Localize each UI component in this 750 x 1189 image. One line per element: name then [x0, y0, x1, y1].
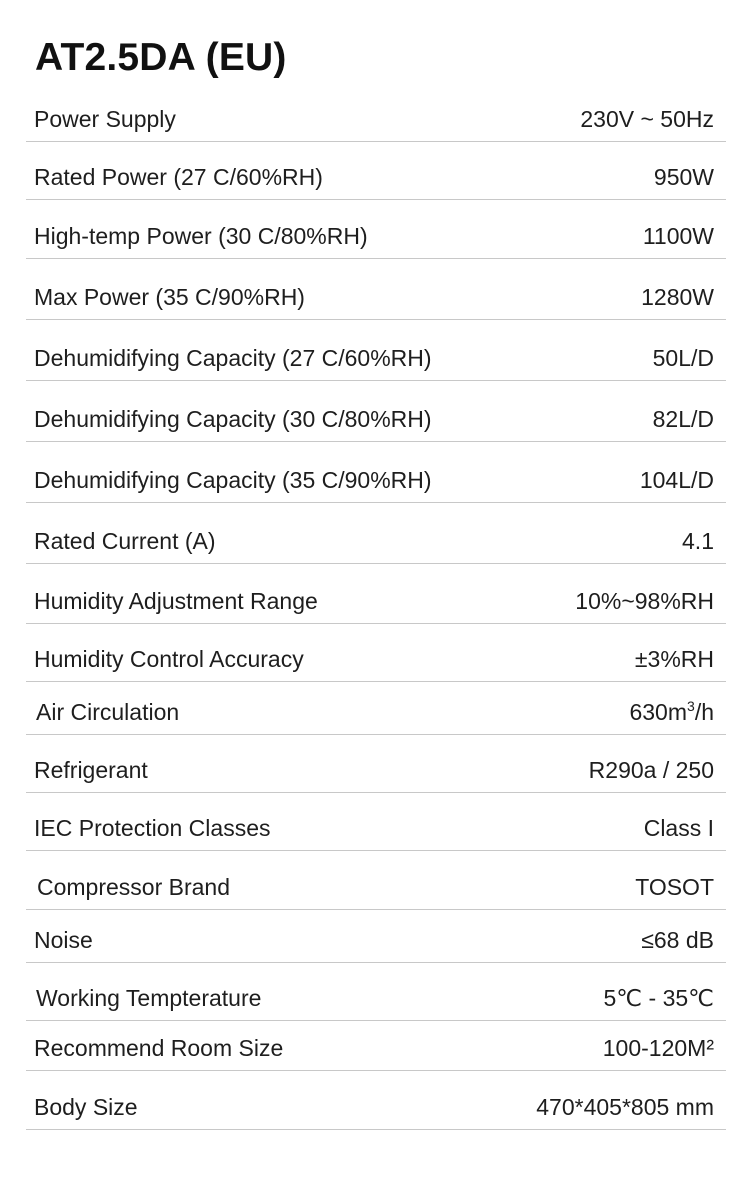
spec-label: IEC Protection Classes [34, 815, 271, 841]
spec-value: R290a / 250 [588, 757, 714, 783]
spec-row-compressor-brand [26, 851, 726, 910]
spec-label: Compressor Brand [37, 874, 231, 900]
spec-row-air-circulation [26, 682, 726, 735]
spec-value-unit: /h [694, 699, 714, 725]
spec-value: 50L/D [652, 345, 714, 371]
spec-value: 82L/D [652, 406, 714, 432]
spec-row-iec-protection [26, 793, 726, 851]
spec-row-rated-power [26, 142, 726, 200]
page-title: AT2.5DA (EU) [35, 36, 287, 79]
spec-row-rated-current [26, 503, 726, 564]
spec-value: ≤68 dB [641, 927, 714, 953]
spec-row-body-size [26, 1071, 726, 1130]
spec-label: Rated Power (27 C/60%RH) [34, 164, 323, 190]
spec-row-room-size [26, 1021, 726, 1071]
spec-value-number: 630m [629, 699, 688, 725]
spec-row-high-temp-power [26, 200, 726, 259]
spec-row-humidity-accuracy [26, 624, 726, 682]
spec-label: Humidity Adjustment Range [34, 588, 318, 614]
spec-value: 100-120M² [602, 1035, 714, 1061]
spec-label: Recommend Room Size [34, 1035, 284, 1061]
spec-value: ±3%RH [634, 646, 714, 672]
spec-label: Dehumidifying Capacity (30 C/80%RH) [34, 406, 432, 432]
spec-value-superscript: 3 [687, 698, 695, 714]
spec-value: 950W [653, 164, 714, 190]
spec-label: Noise [34, 927, 93, 953]
spec-value: 1280W [641, 284, 714, 310]
spec-value: 1100W [642, 223, 714, 249]
spec-label: Dehumidifying Capacity (27 C/60%RH) [34, 345, 432, 371]
spec-row-noise [26, 910, 726, 963]
spec-row-dehumidifying-35 [26, 442, 726, 503]
spec-label: Max Power (35 C/90%RH) [34, 284, 305, 310]
spec-label: Air Circulation [36, 699, 180, 725]
spec-label: Humidity Control Accuracy [34, 646, 304, 672]
spec-row-humidity-range [26, 564, 726, 624]
spec-value: 104L/D [639, 467, 714, 493]
spec-value: 230V ~ 50Hz [580, 106, 714, 132]
spec-value: 5℃ - 35℃ [603, 985, 714, 1011]
spec-row-refrigerant [26, 735, 726, 793]
spec-row-max-power [26, 259, 726, 320]
spec-label: Rated Current (A) [34, 528, 216, 554]
spec-label: Power Supply [34, 106, 176, 132]
spec-label: Dehumidifying Capacity (35 C/90%RH) [34, 467, 432, 493]
spec-row-working-temperature [26, 963, 726, 1021]
spec-label: Body Size [34, 1094, 138, 1120]
spec-value: Class I [643, 815, 714, 841]
spec-label: Refrigerant [34, 757, 148, 783]
spec-value: TOSOT [635, 874, 714, 900]
spec-label: High-temp Power (30 C/80%RH) [34, 223, 368, 249]
spec-value [629, 698, 714, 726]
spec-row-dehumidifying-27 [26, 320, 726, 381]
spec-row-dehumidifying-30 [26, 381, 726, 442]
spec-row-power-supply [26, 88, 726, 142]
spec-value: 4.1 [682, 528, 714, 554]
spec-value: 470*405*805 mm [536, 1094, 714, 1120]
spec-value: 10%~98%RH [575, 588, 714, 614]
spec-label: Working Tempterature [36, 985, 262, 1011]
